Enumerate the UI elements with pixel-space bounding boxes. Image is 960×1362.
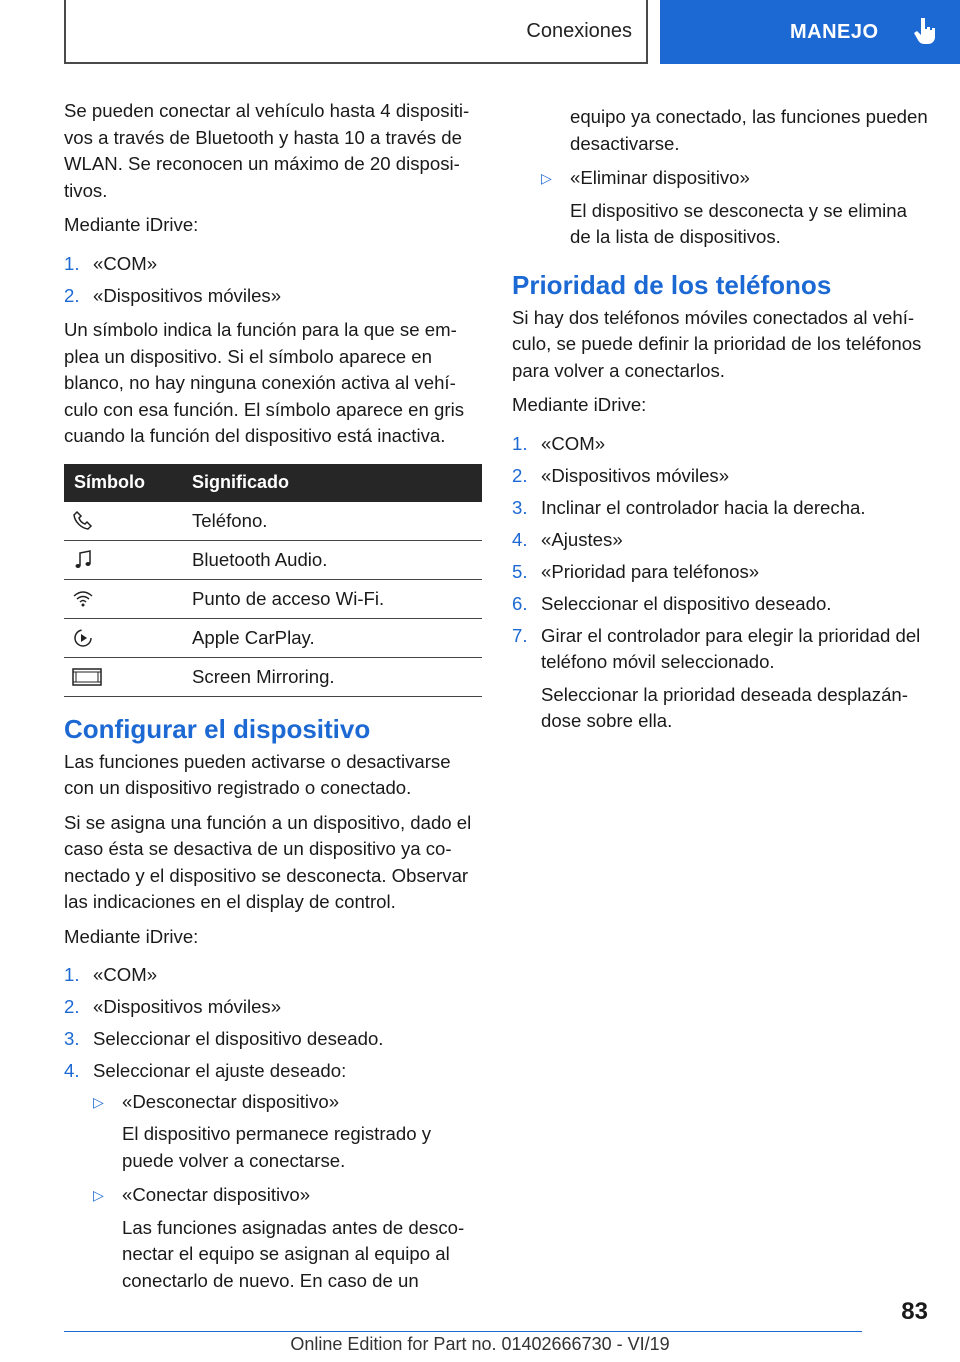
page-number: 83 [901,1298,928,1325]
table-row [64,618,482,657]
config-step-list [64,962,482,1294]
list-item: 5. «Prioridad para teléfonos» [512,560,760,582]
sub-list-item: ▷ «Eliminar dispositivo» El dispositivo se desconecta y se elimina de la lista de dispositivos. [541,167,907,247]
triangle-bullet-icon: ▷ [541,170,552,186]
table-cell: Screen Mirroring. [184,657,482,696]
priority-paragraph: Si hay dos teléfonos móviles conectados al vehículo, se puede definir la prioridad de los teléfonos para volver a conectarlos. [512,306,922,381]
priority-step-list [512,431,930,735]
list-item: 2. «Dispositivos móviles» [64,996,282,1017]
footer-divider [64,1331,862,1332]
config-paragraph-2: Si se asigna una función a un dispositivo, dado el caso ésta se desactiva de un dispositivo ya conectado y el dispositivo se desconecta. Observar las indicaciones en el display de control. [64,811,472,912]
table-cell: Teléfono. [184,502,482,541]
step-note: Seleccionar la prioridad deseada desplazándose sobre ella. [541,683,908,731]
list-item: 3. Inclinar el controlador hacia la derecha. [512,496,866,518]
config-paragraph-1: Las funciones pueden activarse o desactivarse con un dispositivo registrado o conectado. [64,750,451,798]
list-item: 4. «Ajustes» [512,528,623,550]
list-item: 1. «COM» [512,432,606,454]
phone-icon [72,510,94,532]
header-chapter-tab[interactable] [660,0,960,64]
carplay-icon [72,627,94,649]
symbol-paragraph: Un símbolo indica la función para la que se emplea un dispositivo. Si el símbolo aparece en blanco, no hay ninguna conexión activa al vehículo con esa función. El símbolo aparece en gris cuando la función del dispositivo está inactiva. [64,319,464,446]
intro-paragraph: Se pueden conectar al vehículo hasta 4 dispositivos a través de Bluetooth y hasta 10 a través de WLAN. Se reconocen un máximo de 20 dispositivos. [64,100,470,201]
chapter-title: MANEJO [790,20,879,43]
idrive-label: Mediante iDrive: [64,214,199,235]
footer-edition: Online Edition for Part no. 01402666730 - VI/19 [290,1334,670,1354]
right-column [512,104,930,743]
step-list [64,251,482,310]
triangle-bullet-icon: ▷ [93,1093,104,1110]
table-row [64,540,482,579]
header-section-tab [64,0,648,64]
column-header-symbol: Símbolo [64,464,184,502]
list-item: 1. «COM» [64,252,158,274]
config-idrive-label: Mediante iDrive: [64,925,199,947]
sub-list [93,1089,482,1295]
list-item: 4. Seleccionar el ajuste deseado: ▷ «Desconectar dispositivo» El dispositivo permanece registrado y puede volver a conectarse. ▷ «Conectar dispositivo» Las funciones asignadas antes de desconectar el equipo se asignan al equipo al conectarlo de nuevo. En caso de un [64,1058,482,1294]
screen-mirroring-icon [72,666,102,688]
table-row [64,502,482,541]
pointing-hand-icon [912,16,938,46]
table-cell: Punto de acceso Wi-Fi. [184,579,482,618]
list-item: 6. Seleccionar el dispositivo deseado. [512,592,832,614]
list-item: 3. Seleccionar el dispositivo deseado. [64,1028,384,1049]
table-row [64,657,482,696]
music-note-icon [72,549,94,571]
priority-heading: Prioridad de los teléfonos [512,269,832,300]
list-item: 7. Girar el controlador para elegir la prioridad del teléfono móvil seleccionado. Seleccionar la prioridad deseada desplazándose sobre ella. [512,623,930,735]
table-header-row [64,464,482,502]
continued-sub-list [512,104,930,251]
continued-text: equipo ya conectado, las funciones pueden desactivarse. [570,106,928,154]
table-cell: Apple CarPlay. [184,618,482,657]
wifi-icon [72,588,94,610]
sub-list-item: ▷ «Desconectar dispositivo» El dispositivo permanece registrado y puede volver a conectarse. [93,1090,432,1171]
left-column [64,98,482,1302]
config-heading: Configurar el dispositivo [64,713,371,744]
column-header-meaning: Significado [184,464,482,502]
list-item: 2. «Dispositivos móviles» [64,284,282,306]
list-item: 1. «COM» [64,964,158,985]
sub-list-item: ▷ «Conectar dispositivo» Las funciones asignadas antes de desconectar el equipo se asignan al equipo al conectarlo de nuevo. En caso de un [93,1184,465,1291]
symbol-table [64,464,482,697]
list-item: 2. «Dispositivos móviles» [512,464,730,486]
priority-idrive-label: Mediante iDrive: [512,394,647,415]
triangle-bullet-icon: ▷ [93,1187,104,1203]
section-title: Conexiones [526,19,632,42]
table-cell: Bluetooth Audio. [184,540,482,579]
table-row [64,579,482,618]
